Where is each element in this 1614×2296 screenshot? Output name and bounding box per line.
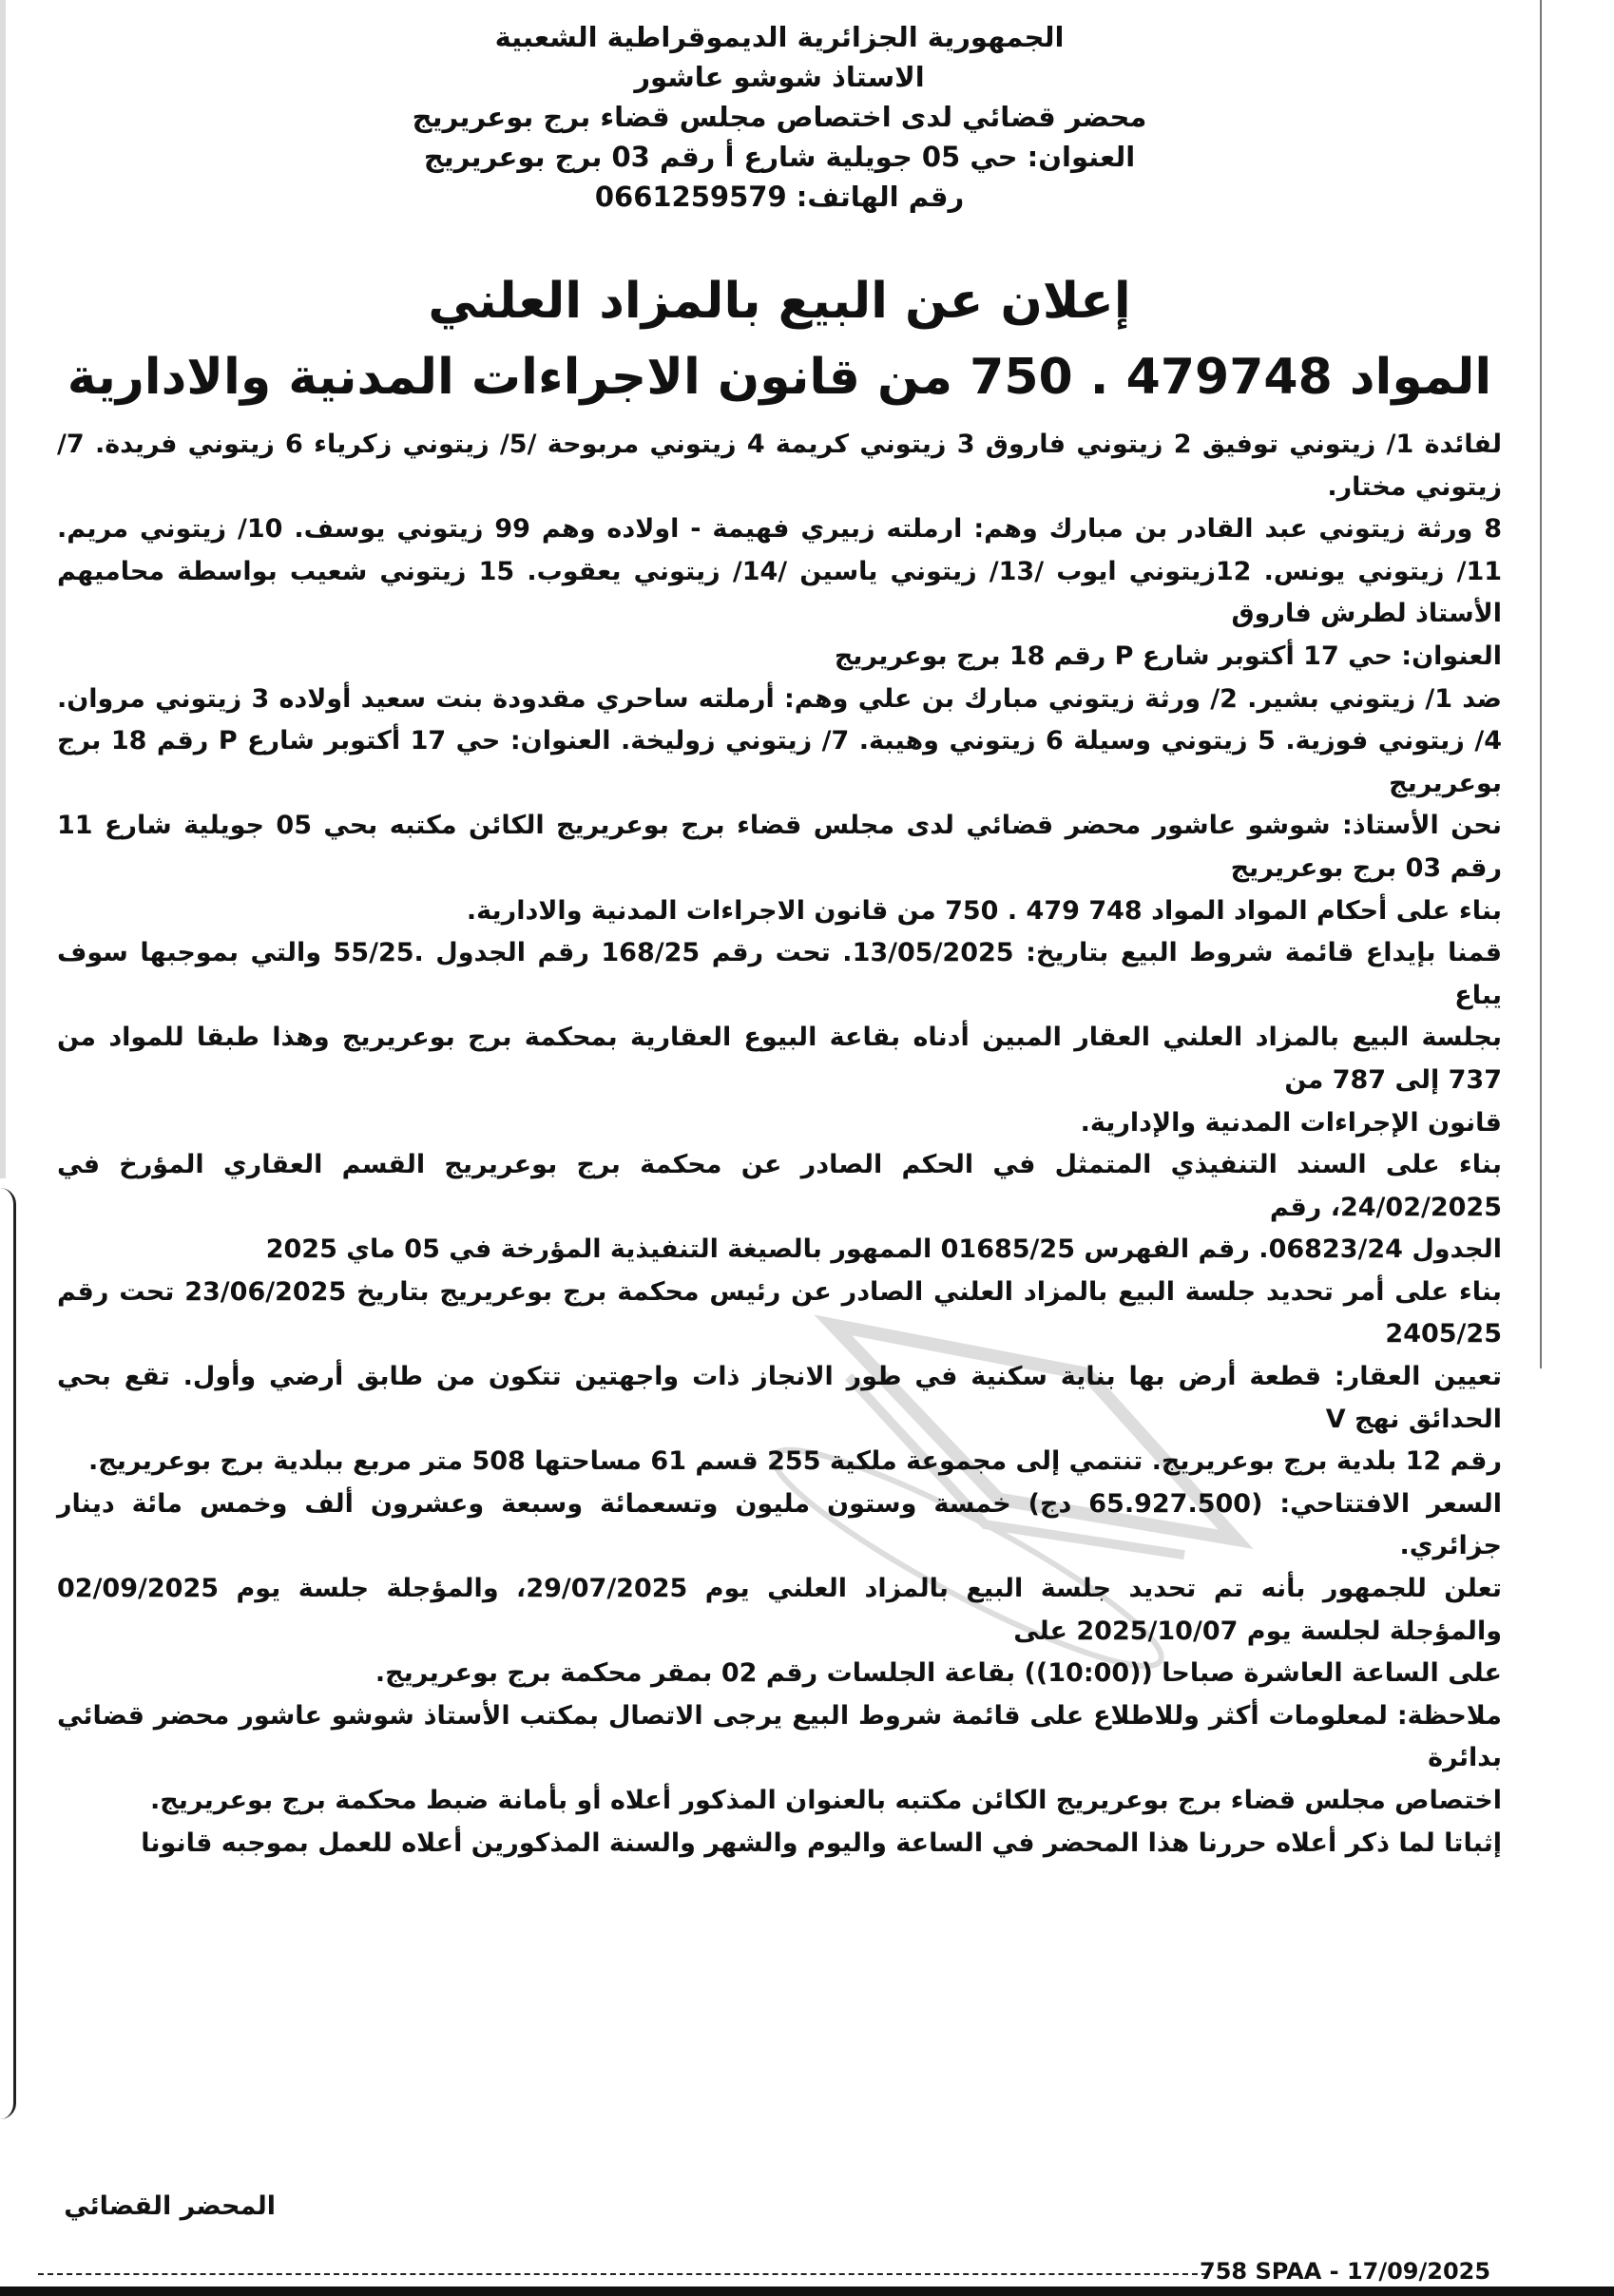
paragraph-executive-title: بناء على السند التنفيذي المتمثل في الحكم الصادر عن محكمة برج بوعريريج القسم العقاري المؤرخ في 24/02/2025، رقم [57,1150,1502,1222]
paragraph-defendants: ضد 1/ زيتوني بشير. 2/ ورثة زيتوني مبارك بن علي وهم: أرملته ساحري مقدودة بنت سعيد أولاده 3 زيتوني مروان. 4/ زيتوني فوزية. 5 زيتوني وسيلة 6 زيتوني وهيبة. 7/ زيتوني زوليخة. العنوان: حي 17 أكتوبر شارع P رقم 18 برج بوعريريج [57,683,1502,798]
issuer-header [304,17,1255,217]
paragraph-schedule-number: الجدول 06823/24. رقم الفهرس 01685/25 الممهور بالصيغة التنفيذية المؤرخة في 05 ماي 2025 [265,1234,1502,1265]
header-line-jurisdiction: محضر قضائي لدى اختصاص مجلس قضاء برج بوعريريج [412,101,1147,133]
notice-body [57,424,1502,1865]
page-edge-left [0,0,6,1178]
paragraph-session-time: على الساعة العاشرة صباحا ((10:00)) بقاعة الجلسات رقم 02 بمقر محكمة برج بوعريريج. [375,1658,1502,1689]
header-line-republic: الجمهورية الجزائرية الديموقراطية الشعبية [494,21,1065,53]
notice-title: إعلان عن البيع بالمزاد العلني [428,273,1131,330]
footer-divider [38,2273,1207,2275]
signature-label: المحضر القضائي [64,2191,276,2221]
notice-page [57,0,1502,2296]
paragraph-legal-basis: بناء على أحكام المواد المواد 748 479 . 750 من قانون الاجراءات المدنية والادارية. [466,895,1502,926]
footer-publication-code: 758 SPAA - 17/09/2025 [1200,2258,1491,2285]
paragraph-session-order: بناء على أمر تحديد جلسة البيع بالمزاد العلني الصادر عن رئيس محكمة برج بوعريريج بتاريخ 23/06/2025 تحت رقم 2405/25 [57,1276,1503,1349]
paragraph-bailiff: نحن الأستاذ: شوشو عاشور محضر قضائي لدى مجلس قضاء برج بوعريريج الكائن مكتبه بحي 05 جويلية شارع 11 رقم 03 برج بوعريريج [57,811,1503,883]
header-line-phone: رقم الهاتف: 0661259579 [594,181,965,213]
paragraph-property-location: رقم 12 بلدية برج بوعريريج. تنتمي إلى مجموعة ملكية 255 قسم 61 مساحتها 508 متر مربع ببلدية برج بوعريريج. [88,1446,1502,1477]
paragraph-attestation: إثباتا لما ذكر أعلاه حررنا هذا المحضر في الساعة واليوم والشهر والسنة المذكورين أعلاه للعمل بموجبه قانونا [141,1827,1502,1858]
header-line-address: العنوان: حي 05 جويلية شارع أ رقم 03 برج بوعريريج [423,141,1136,173]
paragraph-deposit: قمنا بإيداع قائمة شروط البيع بتاريخ: 13/05/2025. تحت رقم 168/25 رقم الجدول .55/25 والتي بموجبها سوف يباع [57,938,1503,1010]
bottom-bar [0,2286,1614,2296]
paragraph-note: ملاحظة: لمعلومات أكثر وللاطلاع على قائمة شروط البيع يرجى الاتصال بمكتب الأستاذ شوشو عاشور محضر قضائي بدائرة [57,1700,1502,1773]
page-edge-bracket [0,1188,16,2119]
paragraph-announcement-dates: تعلن للجمهور بأنه تم تحديد جلسة البيع بالمزاد العلني يوم 29/07/2025، والمؤجلة جلسة يوم 02/09/2025 والمؤجلة لجلسة يوم 2025/10/07 على [57,1574,1503,1646]
paragraph-sale-session: بجلسة البيع بالمزاد العلني العقار المبين أدناه بقاعة البيوع العقارية بمحكمة برج بوعريريج وهذا طبقا للمواد من 737 إلى 787 من [57,1023,1502,1095]
paragraph-beneficiaries: لفائدة 1/ زيتوني توفيق 2 زيتوني فاروق 3 زيتوني كريمة 4 زيتوني مربوحة /5/ زيتوني زكرياء 6 زيتوني فريدة. 7/ زيتوني مختار. [57,430,1502,502]
paragraph-starting-price: السعر الافتتاحي: (65.927.500 دج) خمسة وستون مليون وتسعمائة وسبعة وعشرون ألف وخمس مائة دينار جزائري. [57,1488,1502,1561]
paragraph-beneficiary-address: العنوان: حي 17 أكتوبر شارع P رقم 18 برج بوعريريج [834,641,1502,671]
paragraph-heirs: 8 ورثة زيتوني عبد القادر بن مبارك وهم: ارملته زبيري فهيمة - اولاده وهم 99 زيتوني يوسف. 10/ زيتوني مريم. 11/ زيتوني يونس. 12زيتوني ايوب /13/ زيتوني ياسين /14/ زيتوني يعقوب. 15 زيتوني شعيب بواسطة محاميهم الأستاذ لطرش فاروق [57,514,1503,629]
paragraph-property-description: تعيين العقار: قطعة أرض بها بناية سكنية في طور الانجاز ذات واجهتين تتكون من طابق أرضي وأول. تقع بحي الحدائق نهج V [57,1362,1502,1434]
paragraph-contact: اختصاص مجلس قضاء برج بوعريريج الكائن مكتبه بالعنوان المذكور أعلاه أو بأمانة ضبط محكمة برج بوعريريج. [150,1786,1502,1815]
notice-subtitle: المواد 479748 . 750 من قانون الاجراءات المدنية والادارية [67,349,1492,406]
paragraph-law-reference: قانون الإجراءات المدنية والإدارية. [1080,1107,1502,1138]
column-rule-right [1540,0,1542,1368]
header-line-bailiff-name: الاستاذ شوشو عاشور [634,61,925,93]
